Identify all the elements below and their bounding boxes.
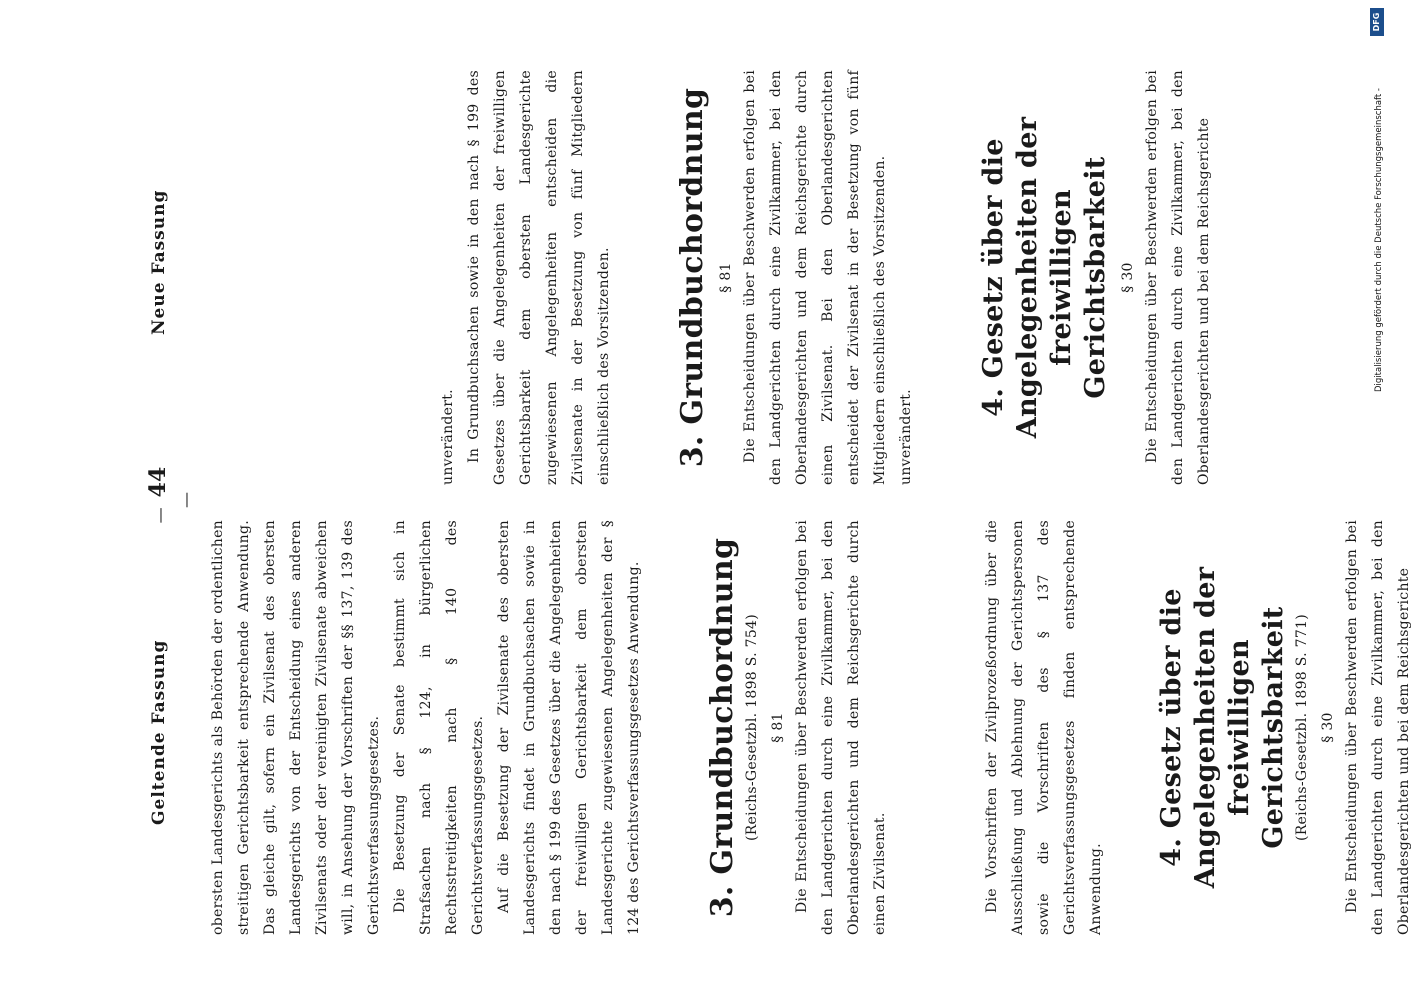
right-section-4-paragraph-number: § 30 [1120, 262, 1136, 293]
left-section-4-paragraph-number: § 30 [1320, 712, 1336, 743]
left-section-3-text: Die Entscheidungen über Beschwerden erfolgen bei den Landgerichten durch eine Zivilkammer, bei den Oberlandesgerichten und dem Reichsgerichte durch einen Zivilsenat. [794, 520, 888, 935]
right-section-3-title: 3. Grundbuchordnung [675, 87, 710, 468]
left-intro-paragraph-1: obersten Landesgerichts als Behörden der ordentlichen streitigen Gerichtsbarkeit entsprechende Anwendung. Das gleiche gilt, sofern ein Zivilsenat des obersten Landesgerichts von der Entscheidung eines anderen Zivilsenats oder der vereinigten Zivilsenate abweichen will, in Ansehung der Vorschriften der §§ 137, 139 des Gerichtsverfassungsgesetzes. [210, 520, 382, 935]
page-number: — 44 — [145, 460, 197, 540]
left-column-heading: Geltende Fassung [149, 639, 169, 825]
left-intro-paragraph-3: Auf die Besetzung der Zivilsenate des obersten Landesgerichts findet in Grundbuchsachen sowie in den nach § 199 des Gesetzes über die Angelegenheiten der freiwilligen Gerichtsbarkeit dem obersten Landesgerichte zugewiesenen Angelegenheiten der § 124 des Gerichtsverfassungsgesetzes Anwendung. [496, 520, 642, 935]
right-section-4-text: Die Entscheidungen über Beschwerden erfolgen bei den Landgerichten durch eine Zivilkammer, bei den Oberlandesgerichten und bei dem Reichsgerichte [1144, 70, 1212, 485]
right-section-3-text: Die Entscheidungen über Beschwerden erfolgen bei den Landgerichten durch eine Zivilkammer, bei den Oberlandesgerichten und dem Reichsgerichte durch einen Zivilsenat. Bei den Oberlandesgerichten entscheidet der Zivilsenat in der Besetzung von fünf Mitgliedern einschließlich des Vorsitzenden. [742, 70, 888, 485]
right-section-3-paragraph-number: § 81 [718, 262, 734, 293]
right-intro-paragraph: In Grundbuchsachen sowie in den nach § 199 des Gesetzes über die Angelegenheiten der freiwilligen Gerichtsbarkeit dem obersten Landesgerichte zugewiesenen Angelegenheiten entscheiden die Zivilsenate in der Besetzung von fünf Mitgliedern einschließlich des Vorsitzenden. [466, 70, 612, 485]
left-section-4-text: Die Entscheidungen über Beschwerden erfolgen bei den Landgerichten durch eine Zivilkammer, bei den Oberlandesgerichten und bei dem Reichsgerichte [1344, 520, 1412, 935]
left-section-3-source: (Reichs-Gesetzbl. 1898 S. 754) [744, 613, 760, 842]
right-unchanged-1: unverändert. [440, 389, 456, 485]
left-intro-paragraph-2: Die Besetzung der Senate bestimmt sich in Strafsachen nach § 124, in bürgerlichen Rechtsstreitigkeiten nach § 140 des Gerichtsverfassungsgesetzes. [392, 520, 486, 935]
left-section-3-paragraph-number: § 81 [770, 712, 786, 743]
page-header [145, 65, 185, 935]
left-column [205, 520, 1417, 935]
credit-text: Digitalisierung gefördert durch die Deutsche Forschungsgemeinschaft - [1374, 88, 1384, 392]
left-section-3-text-2: Die Vorschriften der Zivilprozeßordnung über die Ausschließung und Ablehnung der Gerichtspersonen sowie die Vorschriften des § 137 des Gerichtsverfassungsgesetzes finden entsprechende Anwendung. [984, 520, 1104, 935]
right-unchanged-2: unverändert. [898, 389, 914, 485]
right-column-heading: Neue Fassung [149, 189, 169, 335]
dfg-logo: DFG [1370, 8, 1384, 36]
right-section-4-title: 4. Gesetz über die Angelegenheiten der freiwilligen Gerichtsbarkeit [978, 116, 1111, 439]
left-section-4-source: (Reichs-Gesetzbl. 1898 S. 771) [1294, 613, 1310, 842]
digitization-credit [1370, 0, 1386, 1000]
left-section-4-title: 4. Gesetz über die Angelegenheiten der freiwilligen Gerichtsbarkeit [1156, 566, 1289, 889]
left-section-3-title: 3. Grundbuchordnung [705, 537, 740, 918]
right-column [205, 70, 1217, 485]
